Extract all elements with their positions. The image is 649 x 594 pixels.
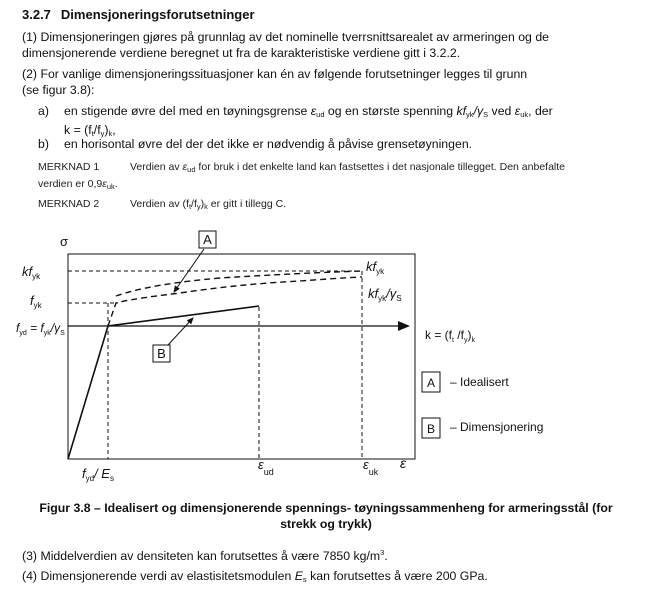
k-label-sub: y — [463, 337, 468, 344]
paragraph-4-text: (4) Dimensjonerende verdi av elastisitetsmodulen — [22, 569, 295, 583]
kfyk-curve-label — [366, 259, 385, 276]
note-1-text: for bruk i det enkelte land kan fastsettes i det nasjonale tillegget. Den anbefalte — [195, 161, 565, 173]
paragraph-2-line-1: (2) For vanlige dimensjoneringssituasjoner kan én av følgende forutsetninger legges til grunn — [22, 67, 528, 81]
note-2-text: /f — [191, 198, 197, 210]
note-1-text: verdien er 0,9 — [38, 178, 103, 190]
kfyk-axis-label — [22, 264, 41, 281]
k-equation-sub: y — [100, 128, 105, 138]
legend-b-box-label: B — [426, 422, 436, 436]
gamma-symbol: γ — [476, 104, 484, 118]
eps-ud-axis-label — [258, 457, 274, 477]
note-1-text: . — [114, 178, 118, 190]
kfyk-gamma-curve-label — [368, 286, 402, 303]
eps-uk-axis-label — [363, 457, 379, 477]
legend-b-text: – Dimensjonering — [450, 420, 544, 434]
k-equation-sub: t — [91, 128, 94, 138]
note-2-text: er gitt i tillegg C. — [207, 198, 287, 210]
list-item-b — [38, 137, 628, 153]
marker-a-label: A — [203, 232, 212, 247]
x-eps-ud-sub: ud — [263, 467, 274, 477]
fyd-eq: = f — [26, 321, 44, 335]
k-label-sub: t — [452, 337, 454, 344]
epsilon-subscript: ud — [316, 110, 325, 119]
k-equation-part: , — [112, 122, 116, 137]
r-kfykg-gamma: /γ — [386, 286, 397, 301]
x-eps-uk-text: ε — [363, 457, 369, 472]
stress-strain-diagram — [0, 226, 649, 496]
epsilon-symbol: ε — [514, 104, 521, 118]
k-label-text: k = (f — [425, 328, 453, 342]
paragraph-1-line-2: dimensjonerende verdiene beregnet ut fra de karakteristiske verdiene gitt i 3.2.2. — [22, 45, 461, 60]
section-number: 3.2.7 — [22, 7, 51, 22]
paragraph-3-sup: 3 — [380, 548, 385, 557]
legend-a-box-label: A — [426, 376, 436, 390]
x-fyd-es-sub: s — [109, 474, 114, 483]
list-item-b-label: b) — [38, 137, 49, 151]
axis-arrow-icon — [398, 321, 410, 331]
note-2-sub: y — [196, 202, 201, 211]
fyd-axis-label — [16, 321, 65, 337]
x-fyd-slash: / E — [94, 466, 110, 481]
list-item-a-text: , der — [528, 104, 553, 118]
x-eps-ud-text: ε — [258, 457, 264, 472]
k-ratio-label — [425, 328, 475, 344]
legend-a-text: – Idealisert — [450, 375, 509, 389]
list-item-a-text: og en største spenning — [324, 104, 457, 118]
section-title: Dimensjoneringsforutsetninger — [60, 7, 255, 22]
curve-a-kfyk-upper — [116, 271, 362, 296]
epsilon-symbol: ε — [310, 104, 317, 118]
k-label-text: ) — [467, 328, 472, 342]
section-heading — [22, 7, 255, 22]
epsilon-symbol: ε — [182, 161, 188, 173]
figure-caption — [22, 500, 630, 532]
fyd-gamma: /γ — [50, 321, 61, 335]
sigma-axis-label: σ — [60, 234, 69, 249]
fyd-text: f — [16, 321, 20, 335]
paragraph-4 — [22, 569, 634, 588]
r-kfykg-sub: yk — [378, 294, 387, 303]
k-equation-part: k = (f — [64, 122, 92, 137]
es-subscript: s — [302, 575, 307, 584]
fyk-axis-label — [30, 293, 43, 310]
note-2-text: ) — [200, 198, 205, 210]
curve-a-idealised-upper — [108, 277, 362, 326]
fyk-text: f — [30, 293, 34, 308]
fyd-gamma-sub: S — [60, 330, 65, 337]
fyk-sub: yk — [33, 301, 42, 310]
list-item-a — [38, 104, 628, 141]
r-kfykg-gamma-sub: S — [396, 294, 402, 303]
marker-a-arrow — [174, 249, 204, 292]
k-label-sub: k — [471, 337, 475, 344]
note-2-sub: k — [204, 202, 208, 211]
marker-b-arrow — [168, 318, 193, 345]
note-2 — [38, 197, 638, 214]
gamma-subscript: S — [483, 110, 489, 119]
slash-symbol: / — [473, 104, 477, 118]
r-kfyk-sub: yk — [376, 267, 385, 276]
kfyk-sub: yk — [32, 272, 41, 281]
figure-caption-line-2: strekk og trykk) — [280, 517, 372, 531]
paragraph-2 — [22, 67, 634, 98]
k-equation-part: ) — [104, 122, 109, 137]
marker-b-label: B — [157, 346, 166, 361]
r-kfyk-text: kf — [366, 259, 377, 274]
x-fyd-text: f — [82, 466, 86, 481]
list-item-a-text: en stigende øvre del med en tøyningsgrense — [64, 104, 311, 118]
paragraph-2-line-2: (se figur 3.8): — [22, 82, 95, 97]
list-item-b-text: en horisontal øvre del der det ikke er nødvendig å påvise grensetøyningen. — [64, 137, 473, 151]
note-1-text: Verdien av — [130, 161, 183, 173]
epsilon-subscript: ud — [187, 165, 196, 174]
es-symbol: E — [294, 569, 303, 583]
k-label-text: /f — [453, 328, 464, 342]
x-eps-uk-sub: uk — [368, 467, 379, 477]
k-equation-part: /f — [93, 122, 101, 137]
x-fyd-sub: yd — [85, 474, 95, 483]
note-2-text: Verdien av (f — [130, 198, 189, 210]
list-item-a-text: ved — [488, 104, 515, 118]
paragraph-3 — [22, 545, 634, 565]
r-kfykg-text: kf — [368, 286, 379, 301]
kf-subscript: yk — [466, 110, 474, 119]
epsilon-symbol: ε — [102, 178, 107, 190]
k-equation-sub: k — [108, 128, 113, 138]
epsilon-subscript: uk — [106, 182, 115, 191]
paragraph-1-line-1: (1) Dimensjoneringen gjøres på grunnlag av det nominelle tverrsnittsarealet av armeringen og de — [22, 30, 549, 44]
paragraph-4-text: kan forutsettes å være 200 GPa. — [306, 569, 488, 583]
figure-caption-line-1: Figur 3.8 – Idealisert og dimensjonerende spennings- tøyningssammenheng for armeringsstål (for — [39, 501, 613, 515]
paragraph-3-text: (3) Middelverdien av densiteten kan forutsettes å være 7850 kg/m — [22, 549, 381, 563]
fyd-es-axis-label — [82, 466, 114, 483]
list-item-a-label: a) — [38, 104, 49, 118]
curve-b-design — [68, 306, 259, 459]
kf-symbol: kf — [456, 104, 467, 118]
note-1 — [38, 160, 638, 194]
note-2-label: MERKNAD 2 — [38, 198, 100, 210]
paragraph-3-text: . — [384, 549, 388, 563]
epsilon-subscript: uk — [520, 110, 529, 119]
fyd-sub2: yk — [43, 330, 51, 337]
note-1-label: MERKNAD 1 — [38, 161, 100, 173]
paragraph-1 — [22, 30, 634, 61]
note-2-sub: t — [188, 202, 192, 211]
fyd-sub: yd — [19, 330, 27, 337]
kfyk-text: kf — [22, 264, 33, 279]
epsilon-axis-label: ε — [400, 455, 407, 471]
